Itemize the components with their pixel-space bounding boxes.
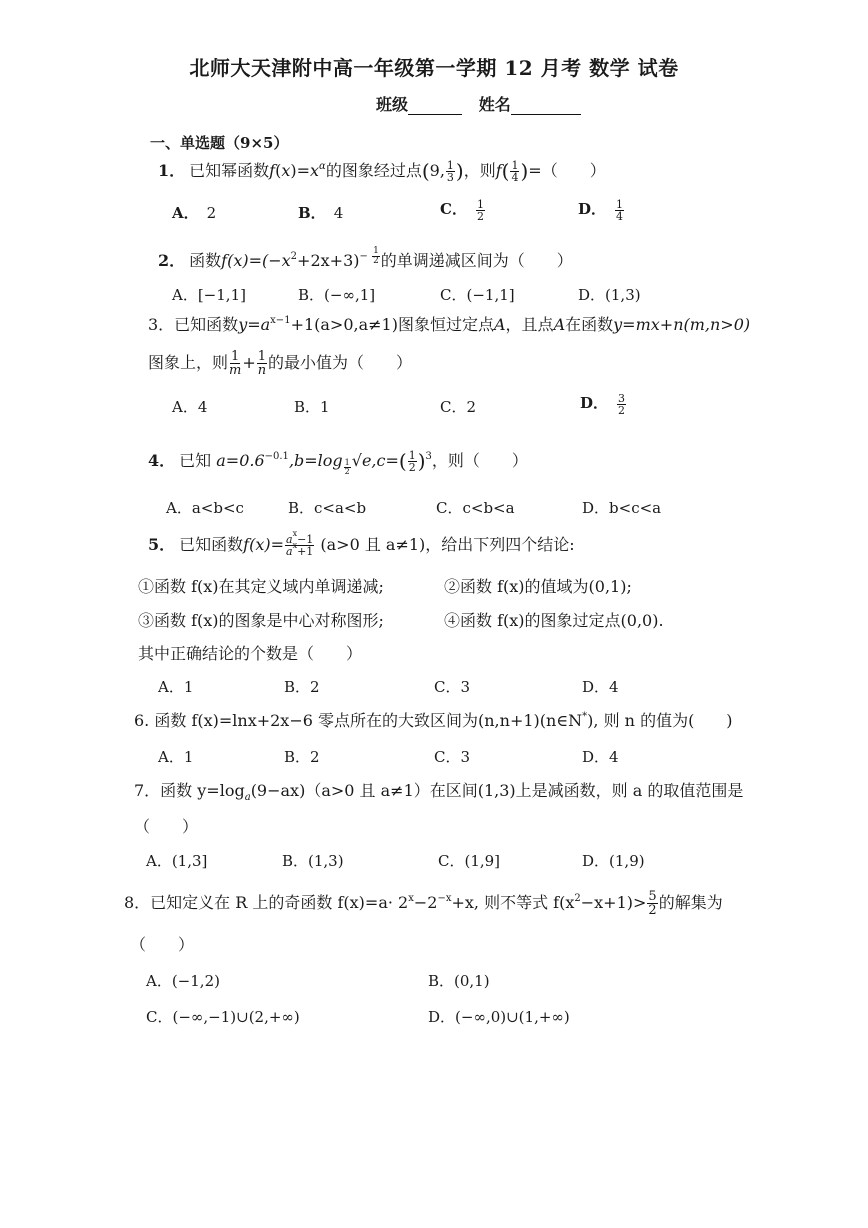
option-d[interactable]: D．(1,3) bbox=[578, 286, 641, 304]
option-a[interactable]: A．(1,3] bbox=[146, 852, 208, 870]
q-text: 图象上，则 bbox=[148, 353, 229, 372]
option-a[interactable]: A．1 bbox=[158, 748, 194, 766]
option-a[interactable]: A．[−1,1] bbox=[172, 286, 246, 304]
q-text: 已知函数 bbox=[179, 535, 244, 554]
option-b[interactable]: B．c<a<b bbox=[288, 499, 367, 517]
option-d[interactable]: D．4 bbox=[582, 678, 619, 696]
question-number: 5． bbox=[148, 535, 176, 554]
q-text: 7．函数 y=log bbox=[134, 781, 245, 800]
q-text: 的图象经过点 bbox=[325, 161, 422, 180]
question-8-options-row2 bbox=[146, 1006, 746, 1028]
question-3: 3．已知函数$y=a^{x-1}+1(a>0,a\ne 1)$图象恒过定点A，且点A在函数y=mx+n(m,n>0) bbox=[148, 315, 751, 334]
conclusion-4: ④函数 f(x)的图象过定点(0,0). bbox=[444, 611, 664, 630]
question-number: 2． bbox=[158, 251, 186, 270]
question-5-options bbox=[158, 676, 758, 698]
conclusion-2: ②函数 f(x)的值域为(0,1); bbox=[444, 577, 632, 596]
option-d[interactable]: D．(1,9) bbox=[582, 852, 645, 870]
question-1: 1． 已知幂函数$f(x)=x^\alpha$的图象经过点(9, $\frac{1}{3}$ )，则f( $\frac{1}{4}$ )=（ ） bbox=[158, 159, 606, 184]
option-b[interactable]: B．(1,3) bbox=[282, 852, 344, 870]
question-7-options bbox=[146, 850, 746, 872]
question-4: 4． 已知 $a=0.6^{-0.1},b=\log$ $_{\frac{1}{2}}$ √e,c=( $\frac{1}{2}$ )$^3$，则（ ） bbox=[148, 449, 528, 476]
conclusion-3: ③函数 f(x)的图象是中心对称图形; bbox=[138, 611, 384, 630]
class-blank bbox=[408, 96, 462, 115]
option-c[interactable]: C． $\frac{1}{2}$ bbox=[440, 197, 484, 223]
option-a[interactable]: A．a<b<c bbox=[166, 499, 244, 517]
option-b[interactable]: B．(0,1) bbox=[428, 972, 490, 990]
question-2: 2． 函数$f(x)=(-x^2+2x+3)^{- \frac{1}{2}}$ 的单调递减区间为（ ） bbox=[158, 246, 573, 270]
question-2-options bbox=[172, 284, 772, 306]
q-text: 已知幂函数 bbox=[189, 161, 270, 180]
option-c[interactable]: C．(−∞,−1)∪(2,+∞) bbox=[146, 1008, 300, 1026]
q-text: 8．已知定义在 R 上的奇函数 f(x)=a· 2 bbox=[124, 893, 409, 912]
section-title: 一、单选题（9×5） bbox=[150, 134, 289, 152]
name-blank bbox=[511, 96, 581, 115]
q-text: y=a bbox=[238, 315, 271, 334]
q-text: ), 则 n 的值为( ) bbox=[587, 711, 733, 730]
q-text: f(x)=(−x bbox=[221, 251, 291, 270]
q-text: 9 bbox=[429, 161, 440, 180]
question-7-paren: （ ） bbox=[134, 817, 199, 836]
option-c[interactable]: C．(1,9] bbox=[438, 852, 501, 870]
question-7: 7．函数 $y=\log_a(9-ax)(a>0$ 且 a≠1）在区间(1,3)上是减函数，则 a 的取值范围是 bbox=[134, 781, 744, 803]
q-text: +1(a>0,a≠1)图象恒过定点 bbox=[290, 315, 494, 334]
q-text: 函数 bbox=[189, 251, 222, 270]
question-6-options bbox=[158, 746, 758, 768]
question-8: 8．已知定义在 R 上的奇函数 $f(x)=a\cdot 2^x-2^{-x}+x$, 则不等式 $f(x^2-x+1)>$ $\frac{5}{2}$ 的解集为 bbox=[124, 889, 723, 918]
option-d[interactable]: D．4 bbox=[582, 748, 619, 766]
q-text: f bbox=[269, 161, 276, 180]
option-c[interactable]: C．3 bbox=[434, 678, 471, 696]
option-a[interactable]: A．4 bbox=[172, 398, 208, 416]
option-b[interactable]: B．(−∞,1] bbox=[298, 286, 376, 304]
q-text: 3．已知函数 bbox=[148, 315, 239, 334]
question-8-paren: （ ） bbox=[130, 935, 195, 954]
question-3-options bbox=[172, 391, 772, 418]
option-b[interactable]: B．2 bbox=[284, 678, 320, 696]
question-8-options-row1 bbox=[146, 970, 746, 992]
option-d[interactable]: D． $\frac{3}{2}$ bbox=[580, 391, 626, 417]
option-c[interactable]: C．c<b<a bbox=[436, 499, 515, 517]
q-text: 6. 函数 f(x)=lnx+2x−6 零点所在的大致区间为(n,n+1)(n∈N bbox=[134, 711, 583, 730]
question-5: 5． 已知函数f(x)= $\frac{a^x-1}{a^x+1}$ (a>0 且 a≠1)，给出下列四个结论: bbox=[148, 529, 575, 558]
option-c[interactable]: C．(−1,1] bbox=[440, 286, 515, 304]
option-c[interactable]: C．3 bbox=[434, 748, 471, 766]
option-b[interactable]: B．1 bbox=[294, 398, 330, 416]
exam-title: 北师大天津附中高一年级第一学期 12 月考 数学 试卷 bbox=[189, 56, 679, 80]
option-d[interactable]: D．(−∞,0)∪(1,+∞) bbox=[428, 1008, 570, 1026]
fraction: $\frac{1}{3}$ bbox=[446, 159, 454, 184]
option-b[interactable]: B． 4 bbox=[298, 204, 344, 222]
q-text: 的最小值为（ ） bbox=[268, 353, 413, 372]
question-number: 1． bbox=[158, 161, 186, 180]
class-label: 班级 bbox=[376, 95, 409, 114]
q-text: a=0.6 bbox=[216, 451, 265, 470]
option-d[interactable]: D．b<c<a bbox=[582, 499, 662, 517]
question-5-ask: 其中正确结论的个数是（ ） bbox=[138, 644, 363, 663]
q-text: 已知 bbox=[179, 451, 212, 470]
question-6: 6. 函数 f(x)=lnx+2x−6 零点所在的大致区间为(n,n+1)(n∈N*), 则 n 的值为( ) bbox=[134, 711, 733, 730]
q-text: ，则 bbox=[463, 161, 496, 180]
option-b[interactable]: B．2 bbox=[284, 748, 320, 766]
q-text: 的单调递减区间为（ ） bbox=[380, 251, 573, 270]
option-a[interactable]: A．(−1,2) bbox=[146, 972, 220, 990]
option-a[interactable]: A．1 bbox=[158, 678, 194, 696]
q-text: (9−ax)（a>0 且 a≠1）在区间(1,3)上是减函数，则 a 的取值范围是 bbox=[250, 781, 744, 800]
question-3-line2: 图象上，则 $\frac{1}{m}$ + $\frac{1}{n}$ 的最小值为（ ） bbox=[148, 349, 413, 378]
option-c[interactable]: C．2 bbox=[440, 398, 477, 416]
question-4-options bbox=[166, 497, 766, 519]
option-d[interactable]: D． $\frac{1}{4}$ bbox=[578, 197, 624, 223]
question-1-options bbox=[172, 197, 772, 224]
conclusion-1: ①函数 f(x)在其定义域内单调递减; bbox=[138, 577, 384, 596]
q-text: +2x+3) bbox=[297, 251, 360, 270]
option-a[interactable]: A． 2 bbox=[172, 204, 217, 222]
fraction: $\frac{1}{4}$ bbox=[511, 159, 519, 184]
name-label: 姓名 bbox=[478, 95, 511, 114]
question-number: 4． bbox=[148, 451, 176, 470]
q-text: =（ ） bbox=[528, 161, 606, 180]
class-name-line bbox=[376, 92, 581, 115]
